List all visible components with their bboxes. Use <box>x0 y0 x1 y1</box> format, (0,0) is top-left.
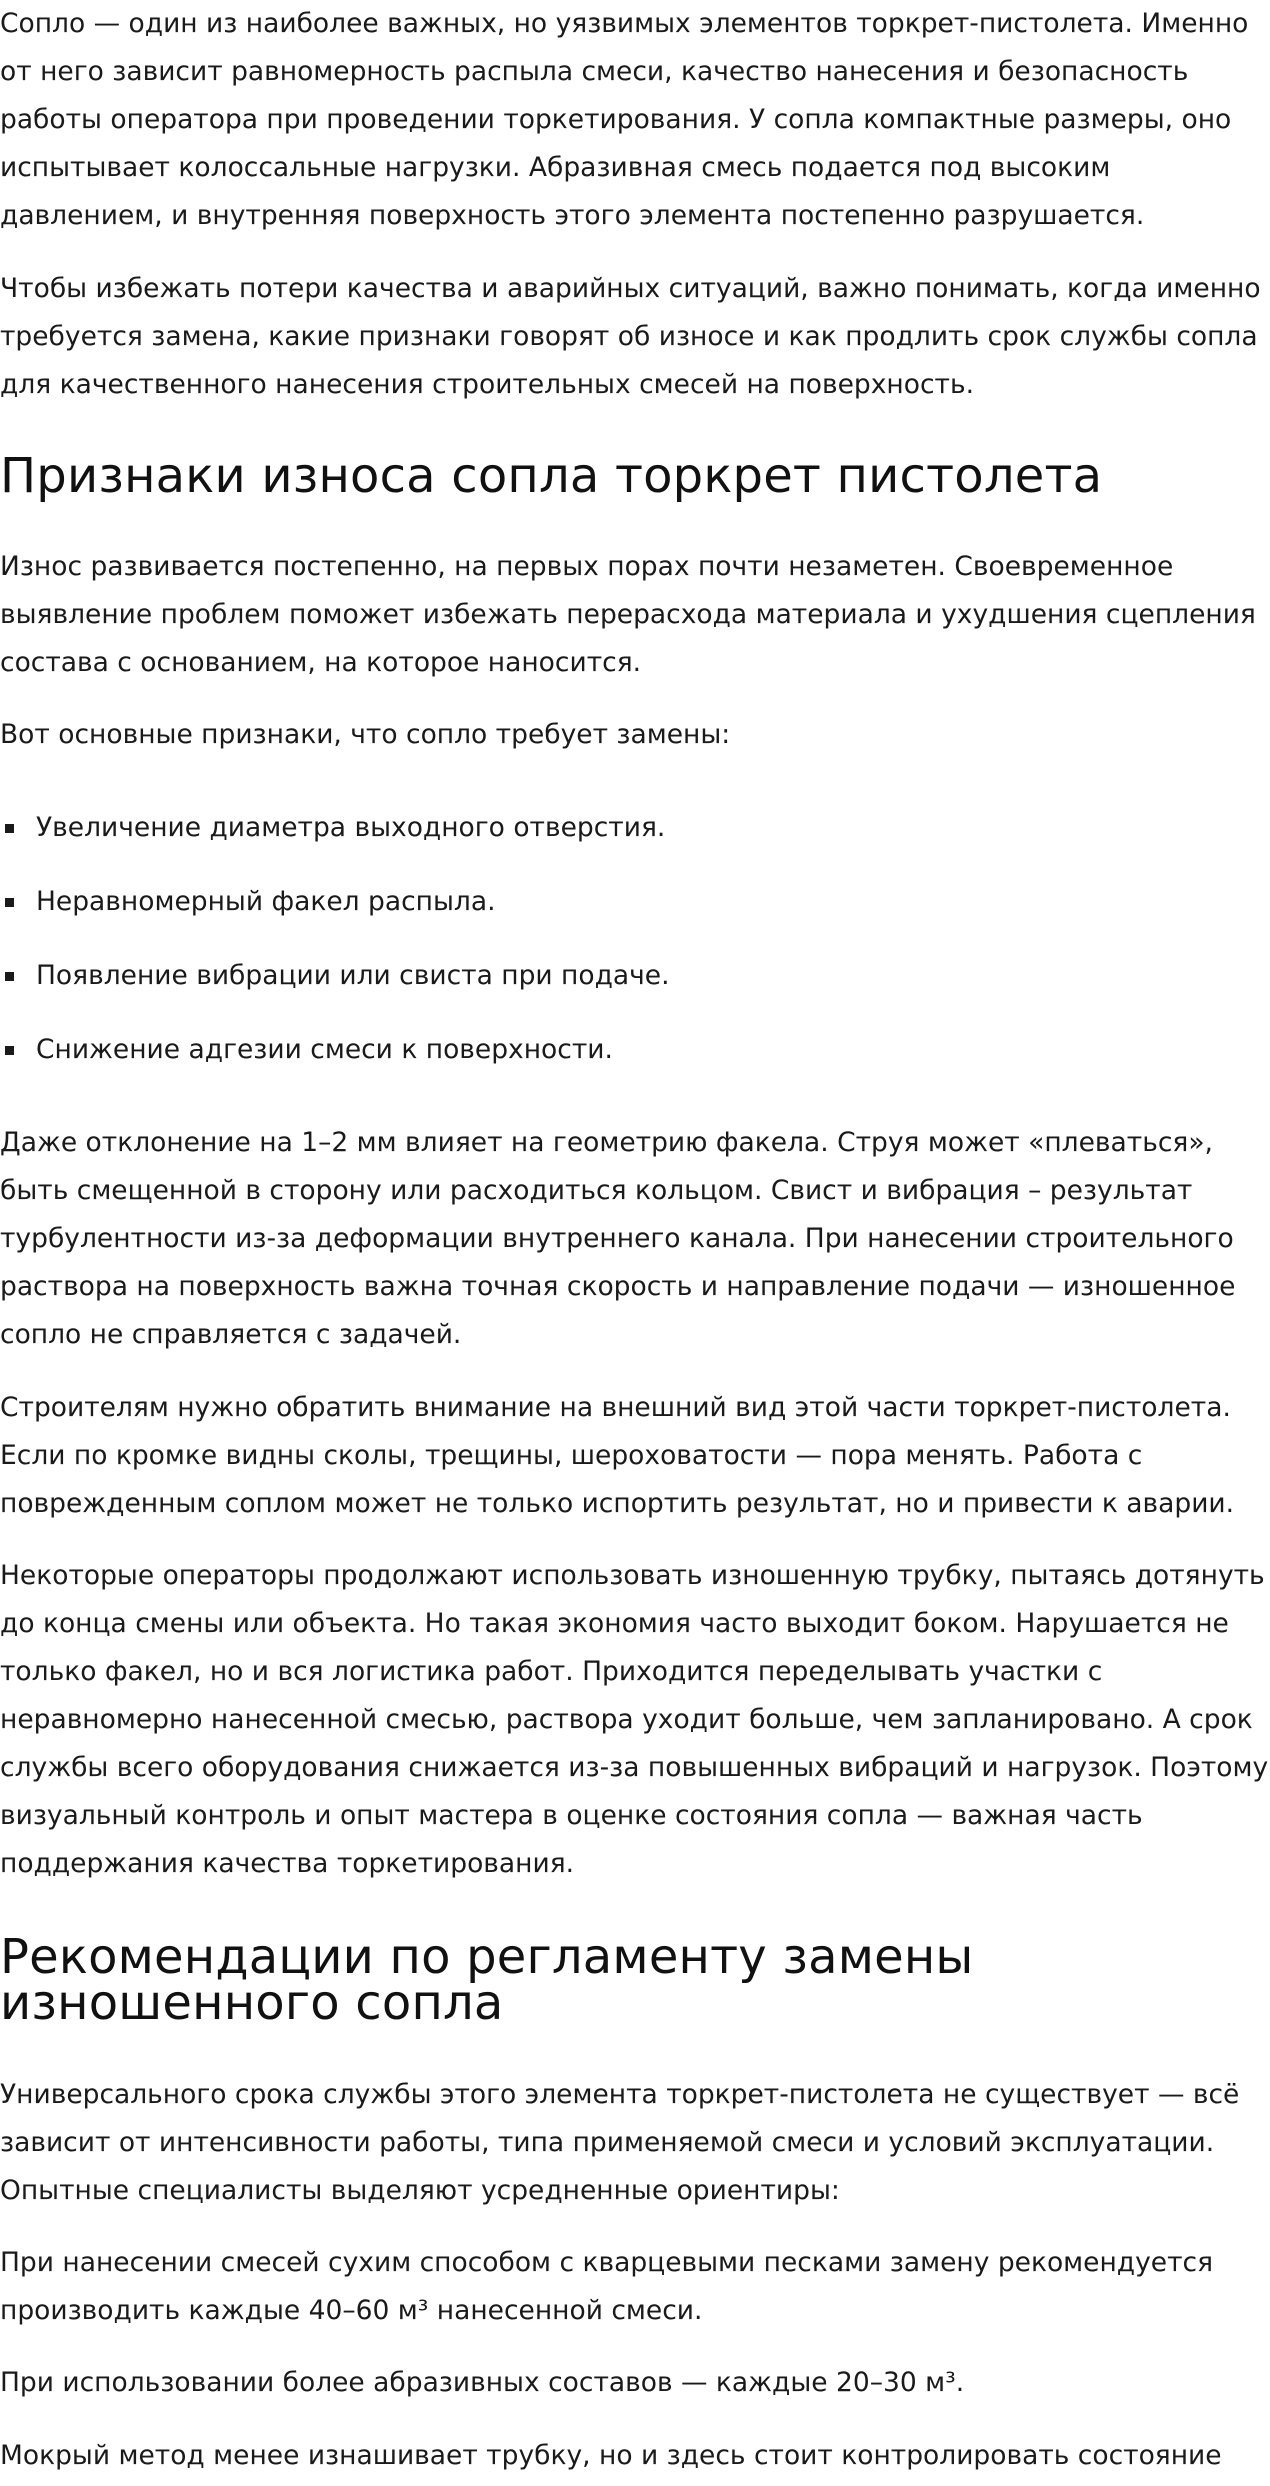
dry-method-paragraph: При нанесении смесей сухим способом с кварцевыми песками замену рекомендуется производить каждые 40–60 м³ нанесенной смеси. <box>0 2247 1214 2326</box>
wear-signs-lead: Вот основные признаки, что сопло требует замены: <box>0 719 731 750</box>
square-bullet-icon <box>5 1046 14 1055</box>
intro-paragraph-1: Сопло — один из наиболее важных, но уязвимых элементов торкрет-пистолета. Именно от него зависит равномерность распыла смеси, качество нанесения и безопасность работы оператора при проведении торкетирования. У сопла компактные размеры, оно испытывает колоссальные нагрузки. Абразивная смесь подается под высоким давлением, и внутренняя поверхность этого элемента постепенно разрушается. <box>0 8 1249 231</box>
schedule-intro-paragraph: Универсального срока службы этого элемента торкрет-пистолета не существует — всё зависит от интенсивности работы, типа применяемой смеси и условий эксплуатации. Опытные специалисты выделяют усредненные ориентиры: <box>0 2079 1240 2206</box>
list-item-text: Появление вибрации или свиста при подаче. <box>36 960 670 991</box>
wear-intro-paragraph: Износ развивается постепенно, на первых порах почти незаметен. Своевременное выявление проблем поможет избежать перерасхода материала и ухудшения сцепления состава с основанием, на которое наносится. <box>0 551 1256 678</box>
wet-method-paragraph: Мокрый метод менее изнашивает трубку, но и здесь стоит контролировать состояние <box>0 2440 1222 2471</box>
intro-paragraph-2: Чтобы избежать потери качества и аварийных ситуаций, важно понимать, когда именно требуется замена, какие признаки говорят об износе и как продлить срок службы сопла для качественного нанесения строительных смесей на поверхность. <box>0 273 1261 400</box>
square-bullet-icon <box>5 898 14 907</box>
section-heading-wear-signs: Признаки износа сопла торкрет пистолета <box>0 448 1103 504</box>
square-bullet-icon <box>5 972 14 981</box>
list-item-text: Неравномерный факел распыла. <box>36 886 496 917</box>
deviation-paragraph: Даже отклонение на 1–2 мм влияет на геометрию факела. Струя может «плеваться», быть смещенной в сторону или расходиться кольцом. Свист и вибрация – результат турбулентности из-за деформации внутреннего канала. При нанесении строительного раствора на поверхность важна точная скорость и направление подачи — изношенное сопло не справляется с задачей. <box>0 1127 1236 1350</box>
section-heading-replacement-schedule: Рекомендации по регламенту замены изношенного сопла <box>0 1929 974 2031</box>
visual-check-paragraph: Строителям нужно обратить внимание на внешний вид этой части торкрет-пистолета. Если по кромке видны сколы, трещины, шероховатости — пора менять. Работа с поврежденным соплом может не только испортить результат, но и привести к аварии. <box>0 1392 1235 1519</box>
economy-paragraph: Некоторые операторы продолжают использовать изношенную трубку, пытаясь дотянуть до конца смены или объекта. Но такая экономия часто выходит боком. Нарушается не только факел, но и вся логистика работ. Приходится переделывать участки с неравномерно нанесенной смесью, раствора уходит больше, чем запланировано. А срок службы всего оборудования снижается из-за повышенных вибраций и нагрузок. Поэтому визуальный контроль и опыт мастера в оценке состояния сопла — важная часть поддержания качества торкетирования. <box>0 1560 1269 1879</box>
list-item-text: Снижение адгезии смеси к поверхности. <box>36 1034 613 1065</box>
list-item-text: Увеличение диаметра выходного отверстия. <box>36 812 666 843</box>
square-bullet-icon <box>5 824 14 833</box>
abrasive-mix-paragraph: При использовании более абразивных составов — каждые 20–30 м³. <box>0 2367 965 2398</box>
